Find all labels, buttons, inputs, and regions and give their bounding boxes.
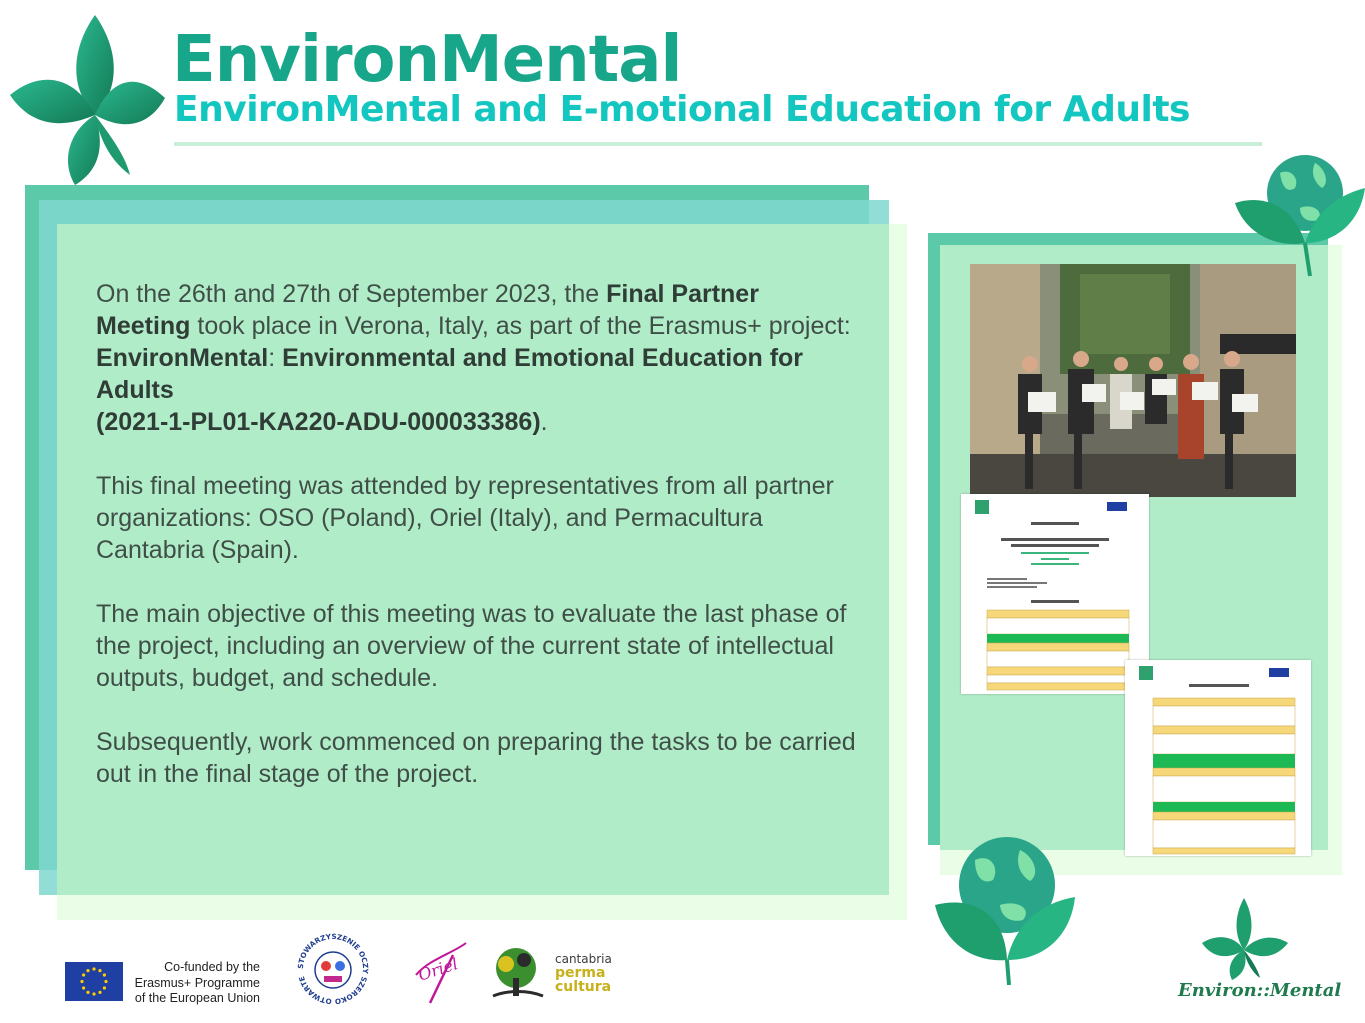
cantabria-word: cantabria bbox=[555, 952, 612, 966]
paragraph-objective: The main objective of this meeting was to evaluate the last phase of the project, including an overview of the current state of intellectual outputs, budget, and schedule. bbox=[96, 600, 847, 692]
oriel-logo bbox=[408, 935, 470, 1005]
paragraph-attendance: This final meeting was attended by representatives from all partner organizations: OSO (Poland), Oriel (Italy), and Permacultura Cantabria (Spain). bbox=[96, 472, 834, 564]
svg-text:Oriel: Oriel bbox=[415, 954, 461, 985]
agenda-document-day1 bbox=[961, 494, 1149, 694]
oso-logo bbox=[296, 932, 370, 1006]
agenda-page-graphic bbox=[1125, 660, 1311, 856]
eu-flag-icon bbox=[65, 962, 123, 1001]
article-body bbox=[96, 278, 856, 822]
agenda-page-graphic bbox=[961, 494, 1149, 694]
paragraph-next-steps: Subsequently, work commenced on preparing the tasks to be carried out in the final stage of the project. bbox=[96, 728, 856, 788]
globe-leaves-icon bbox=[935, 835, 1075, 985]
environmental-brand-wordmark: Environ::Mental bbox=[1178, 980, 1342, 1001]
header-divider bbox=[174, 142, 1262, 146]
eu-cofunded-label: Co-funded by the Erasmus+ Programme of the European Union bbox=[134, 960, 260, 1005]
cantabria-wordmark bbox=[555, 952, 612, 994]
cultura-word: cultura bbox=[555, 979, 612, 995]
page-subtitle: EnvironMental and E-motional Education for Adults bbox=[174, 89, 1190, 130]
paragraph-intro: On the 26th and 27th of September 2023, the Final Partner Meeting took place in Verona, Italy, as part of the Erasmus+ project: EnvironMental: Environmental and Emotional Education for Adults (2021-1-PL01-KA220-ADU-000033386). bbox=[96, 280, 851, 436]
perma-word: perma bbox=[555, 965, 606, 981]
agenda-document-day2 bbox=[1125, 660, 1311, 856]
globe-leaves-icon bbox=[1230, 148, 1365, 278]
page-title: EnvironMental bbox=[172, 23, 682, 97]
leaf-logo-icon bbox=[0, 10, 170, 185]
svg-text:STOWARZYSZENIE OCZY SZEROKO OT: STOWARZYSZENIE OCZY SZEROKO OTWARTE bbox=[296, 932, 370, 1006]
group-photo-image bbox=[970, 264, 1296, 497]
